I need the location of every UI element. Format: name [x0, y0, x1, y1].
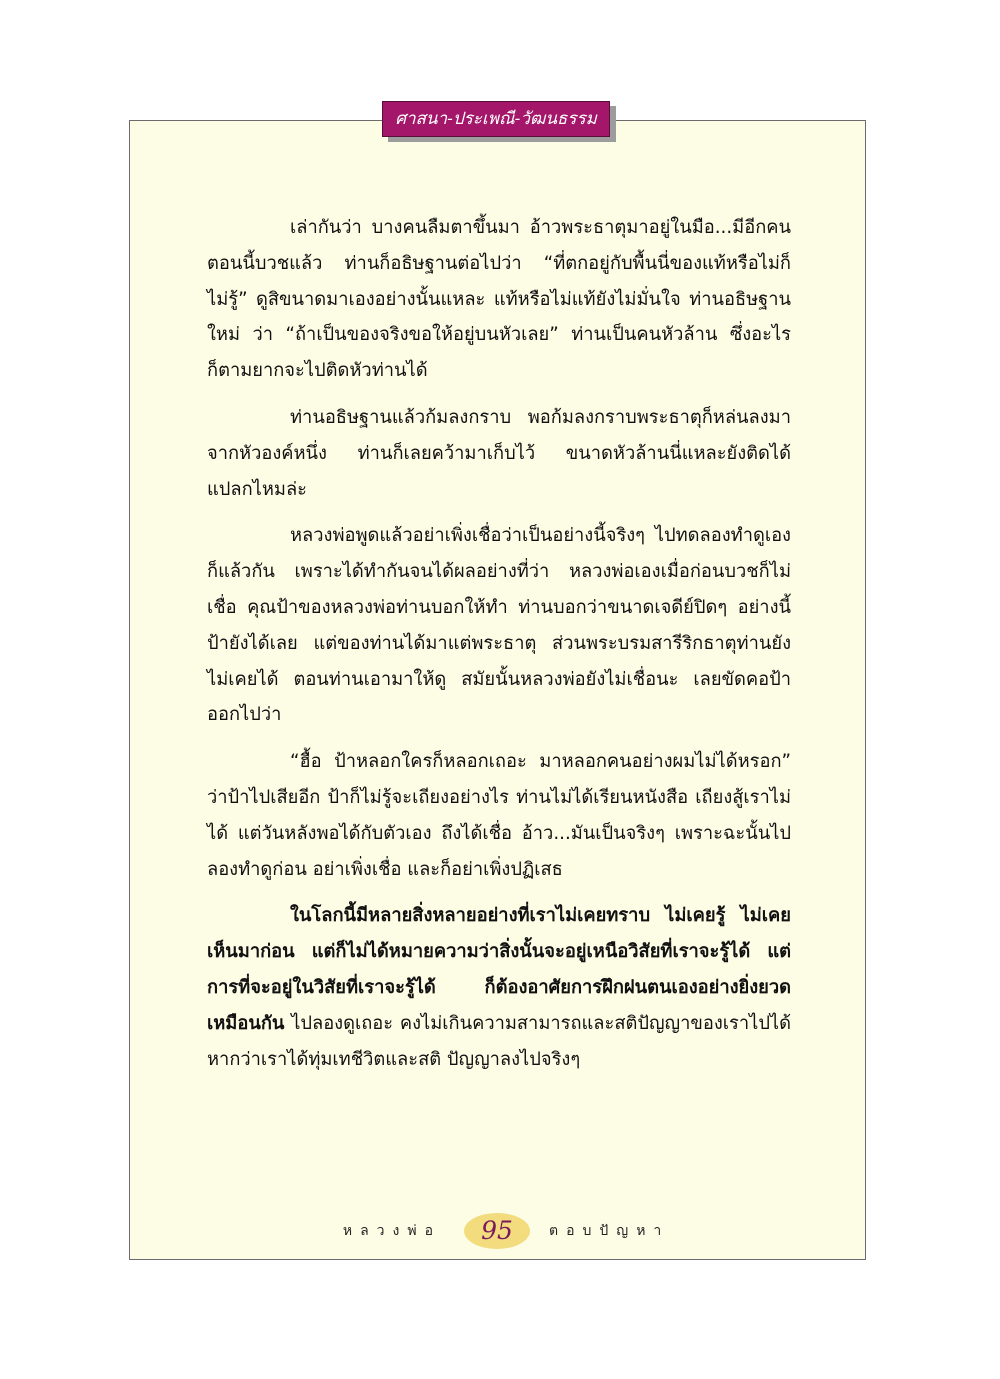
section-header-tab: ศาสนา-ประเพณี-วัฒนธรรม: [382, 101, 610, 137]
paragraph-3: หลวงพ่อพูดแล้วอย่าเพิ่งเชื่อว่าเป็นอย่างนี้จริงๆ ไปทดลองทำดูเองก็แล้วกัน เพราะได้ทำกันจนได้ผลอย่างที่ว่า หลวงพ่อเองเมื่อก่อนบวชก็ไม่เชื่อ คุณป้าของหลวงพ่อท่านบอกให้ทำ ท่านบอกว่าขนาดเจดีย์ปิดๆ อย่างนี้ ป้ายังได้เลย แต่ของท่านได้มาแต่พระธาตุ ส่วนพระบรมสารีริกธาตุท่านยังไม่เคยได้ ตอนท่านเอามาให้ดู สมัยนั้นหลวงพ่อยังไม่เชื่อนะ เลยขัดคอป้าออกไปว่า: [207, 525, 791, 726]
page-footer: [129, 1212, 866, 1252]
page-number: 95: [481, 1216, 513, 1245]
paragraph-5-text: ไปลองดูเถอะ คงไม่เกินความสามารถและสติปัญญาของเราไปได้ หากว่าเราได้ทุ่มเทชีวิตและสติ ปัญญาลงไปจริงๆ: [207, 1012, 791, 1070]
article-body: [207, 210, 791, 1077]
paragraph-4: “ฮื้อ ป้าหลอกใครก็หลอกเถอะ มาหลอกคนอย่างผมไม่ได้หรอก” ว่าป้าไปเสียอีก ป้าก็ไม่รู้จะเถียงอย่างไร ท่านไม่ได้เรียนหนังสือ เถียงสู้เราไม่ได้ แต่วันหลังพอได้กับตัวเอง ถึงได้เชื่อ อ้าว...มันเป็นจริงๆ เพราะฉะนั้นไปลองทำดูก่อน อย่าเพิ่งเชื่อ และก็อย่าเพิ่งปฏิเสธ: [207, 751, 791, 880]
paragraph-5-emphasis: ในโลกนี้มีหลายสิ่งหลายอย่างที่เราไม่เคยทราบ ไม่เคยรู้ ไม่เคยเห็นมาก่อน แต่ก็ไม่ได้หมายความว่าสิ่งนั้นจะอยู่เหนือวิสัยที่เราจะรู้ได้ แต่การที่จะอยู่ในวิสัยที่เราจะรู้ได้ ก็ต้องอาศัยการฝึกฝนตนเองอย่างยิ่งยวดเหมือนกัน: [207, 905, 791, 1034]
paragraph-5: [207, 898, 791, 1077]
paragraph-2: ท่านอธิษฐานแล้วก้มลงกราบ พอก้มลงกราบพระธาตุก็หล่นลงมาจากหัวองค์หนึ่ง ท่านก็เลยคว้ามาเก็บไว้ ขนาดหัวล้านนี่แหละยังติดได้ แปลกไหมล่ะ: [207, 406, 791, 500]
footer-book-title-right: ตอบปัญหา: [549, 1223, 670, 1239]
footer-book-title-left: หลวงพ่อ: [342, 1223, 441, 1239]
paragraph-1: เล่ากันว่า บางคนลืมตาขึ้นมา อ้าวพระธาตุมาอยู่ในมือ...มีอีกคนตอนนี้บวชแล้ว ท่านก็อธิษฐานต่อไปว่า “ที่ตกอยู่กับพื้นนี่ของแท้หรือไม่ก็ไม่รู้” ดูสิขนาดมาเองอย่างนั้นแหละ แท้หรือไม่แท้ยังไม่มั่นใจ ท่านอธิษฐานใหม่ ว่า “ถ้าเป็นของจริงขอให้อยู่บนหัวเลย” ท่านเป็นคนหัวล้าน ซึ่งอะไรก็ตามยากจะไปติดหัวท่านได้: [207, 217, 791, 382]
